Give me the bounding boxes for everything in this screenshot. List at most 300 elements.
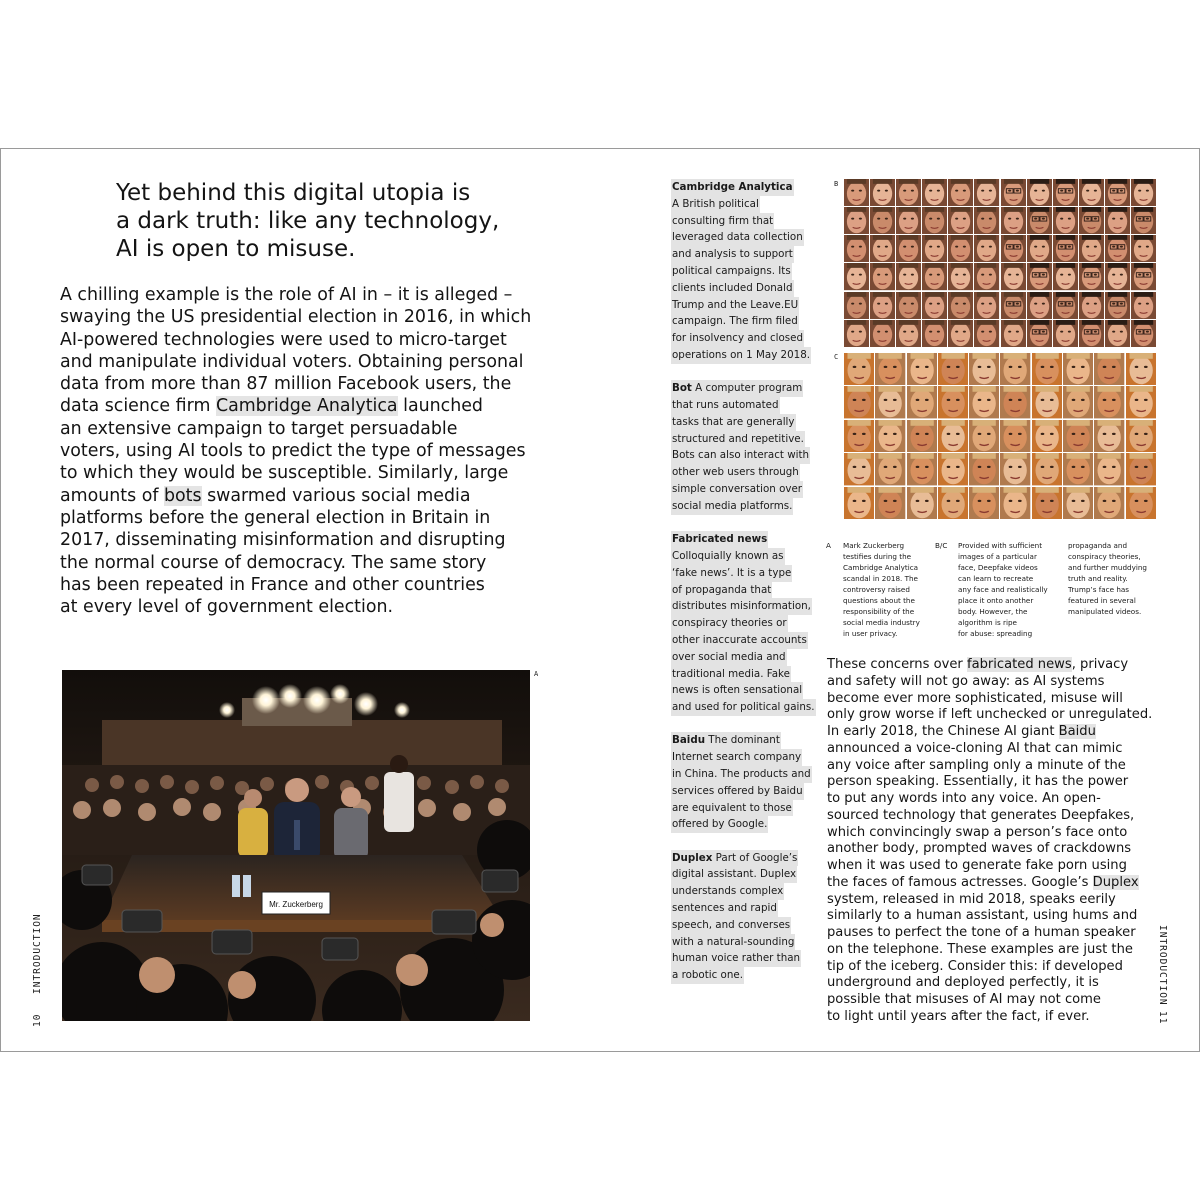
face-thumbnail [938,420,968,452]
face-thumbnail [1094,386,1124,418]
face-thumbnail [1063,353,1093,385]
face-thumbnail [948,179,973,206]
text-segment: at every level of government election. [60,597,394,618]
folio-section-right: INTRODUCTION [1157,925,1168,1006]
face-thumbnail [896,320,921,347]
grid-b-cell [1053,320,1078,347]
face-thumbnail [1105,235,1130,262]
grid-c-cell [1126,487,1156,519]
text-segment: on the telephone. These examples are just the [827,941,1133,957]
glossary-line: news is often sensational [671,682,803,699]
face-thumbnail [875,453,905,485]
grid-b-cell [844,179,869,206]
glossary-line: in China. The products and [671,766,812,783]
text-segment: announced a voice-cloning AI that can mimic [827,740,1123,756]
glossary-line: services offered by Baidu [671,783,804,800]
text-segment: become ever more sophisticated, misuse will [827,690,1123,706]
face-thumbnail [948,320,973,347]
text-line [60,552,540,574]
text-segment: has been repeated in France and other countries [60,574,485,595]
face-thumbnail [1053,207,1078,234]
grid-c-cell [1094,353,1124,385]
caption-line: Cambridge Analytica [843,563,919,572]
glossary-line: social media platforms. [671,498,793,515]
face-thumbnail [844,320,869,347]
glossary-line: and analysis to support [671,246,794,263]
text-line [60,306,540,328]
glossary-line: sentences and rapid [671,900,778,917]
grid-c-cell [875,487,905,519]
grid-c-cell [938,420,968,452]
glossary-entry [671,732,821,833]
folio-section-left: INTRODUCTION [32,913,43,994]
grid-b-cell [1027,235,1052,262]
grid-c-cell [1094,420,1124,452]
text-line [827,1009,1167,1026]
face-thumbnail [1131,320,1156,347]
glossary-entry [671,531,821,716]
zuckerberg-hearing-photo [62,670,530,1021]
face-thumbnail [938,487,968,519]
grid-b-cell [1079,263,1104,290]
grid-b-cell [844,235,869,262]
glossary-line: a robotic one. [671,967,744,984]
text-line [827,741,1167,758]
left-page [1,149,600,1051]
face-thumbnail [974,320,999,347]
grid-b-cell [1001,235,1026,262]
text-segment: sourced technology that generates Deepfakes, [827,807,1135,823]
glossary-line [671,850,798,867]
grid-b-cell [896,235,921,262]
grid-b-cell [1001,263,1026,290]
grid-c-cell [875,386,905,418]
face-thumbnail [938,453,968,485]
grid-c-cell [1063,487,1093,519]
face-thumbnail [844,235,869,262]
glossary-line [671,179,794,196]
text-line [60,351,540,373]
grid-b-cell [948,292,973,319]
grid-b-cell [974,235,999,262]
grid-b-cell [844,207,869,234]
face-thumbnail [1000,386,1030,418]
grid-c-cell [844,386,874,418]
pull-quote-line: AI is open to misuse. [116,236,356,262]
grid-c-cell [844,353,874,385]
text-line [827,791,1167,808]
caption-line: questions about the [843,596,915,605]
face-thumbnail [1000,453,1030,485]
face-thumbnail [1131,207,1156,234]
grid-c-cell [1032,487,1062,519]
grid-b-cell [1105,320,1130,347]
glossary-definition-start: The dominant [705,734,780,747]
text-segment: only grow worse if left unchecked or unregulated. [827,707,1153,723]
grid-b-cell [1001,320,1026,347]
glossary-line: ‘fake news’. It is a type [671,565,792,582]
face-thumbnail [969,420,999,452]
text-line [827,925,1167,942]
face-thumbnail [948,235,973,262]
text-line [60,596,540,618]
face-thumbnail [1032,453,1062,485]
face-thumbnail [974,263,999,290]
glossary-term-highlight: Baidu [1058,724,1096,739]
text-line [827,758,1167,775]
text-line [827,992,1167,1009]
face-thumbnail [922,292,947,319]
text-line [60,462,540,484]
grid-b-cell [870,263,895,290]
face-thumbnail [1131,292,1156,319]
face-thumbnail [896,207,921,234]
grid-b-cell [1131,320,1156,347]
face-thumbnail [1027,207,1052,234]
caption-line: responsibility of the [843,607,915,616]
grid-b-cell [1001,179,1026,206]
face-thumbnail [969,386,999,418]
grid-b-cell [1131,207,1156,234]
face-thumbnail [1063,487,1093,519]
face-thumbnail [907,453,937,485]
caption-line: and further muddying [1068,563,1147,572]
grid-b-cell [1053,207,1078,234]
grid-b-cell [1053,235,1078,262]
glossary-term: Duplex [672,851,713,864]
face-thumbnail [870,179,895,206]
face-thumbnail [974,235,999,262]
text-segment: the faces of famous actresses. Google’s [827,874,1093,890]
grid-b-cell [1053,263,1078,290]
face-thumbnail [1053,235,1078,262]
glossary-line: campaign. The firm filed [671,313,799,330]
glossary-line: A British political [671,196,760,213]
face-thumbnail [1079,292,1104,319]
glossary-term: Cambridge Analytica [672,181,793,193]
grid-c-cell [969,487,999,519]
face-thumbnail [969,453,999,485]
text-line [827,691,1167,708]
text-line [827,959,1167,976]
text-line [60,529,540,551]
grid-c-cell [1094,453,1124,485]
text-line [827,724,1167,741]
face-thumbnail [875,487,905,519]
face-thumbnail [896,263,921,290]
glossary-line: understands complex [671,883,784,900]
grid-b-cell [948,263,973,290]
caption-line: in user privacy. [843,629,898,638]
grid-c-cell [1000,386,1030,418]
figure-letter-a: A [534,670,539,678]
pull-quote-line: Yet behind this digital utopia is [116,180,471,206]
grid-b-cell [896,179,921,206]
text-segment: the normal course of democracy. The same story [60,552,487,573]
text-line [827,875,1167,892]
text-segment: underground and deployed perfectly, it is [827,975,1099,991]
grid-c-cell [1063,386,1093,418]
pull-quote [116,179,536,263]
grid-c-cell [1032,386,1062,418]
grid-b-cell [1131,292,1156,319]
grid-b-cell [1105,263,1130,290]
hearing-photo-illustration [62,670,530,1021]
glossary-line [671,531,768,548]
face-thumbnail [875,353,905,385]
text-line [827,825,1167,842]
face-thumbnail [896,179,921,206]
grid-c-cell [844,420,874,452]
face-thumbnail [1105,207,1130,234]
grid-b-cell [1105,292,1130,319]
glossary-line: Internet search company [671,749,802,766]
grid-b-cell [922,207,947,234]
text-segment: pauses to perfect the tone of a human speaker [827,925,1136,940]
grid-b-cell [1079,207,1104,234]
face-thumbnail [875,386,905,418]
face-thumbnail [844,386,874,418]
text-segment: system, released in mid 2018, speaks eerily [827,891,1116,907]
grid-b-cell [1053,292,1078,319]
text-segment: possible that misuses of AI may not come [827,992,1101,1007]
grid-b-cell [922,235,947,262]
face-thumbnail [1079,235,1104,262]
grid-b-cell [844,263,869,290]
glossary-line: operations on 1 May 2018. [671,347,811,364]
grid-c-cell [1126,353,1156,385]
text-line [827,908,1167,925]
face-thumbnail [938,386,968,418]
grid-c-cell [907,420,937,452]
grid-c-cell [938,453,968,485]
face-thumbnail [922,235,947,262]
caption-line: Provided with sufficient [958,541,1043,550]
grid-b-cell [870,292,895,319]
left-body-text [60,284,540,618]
face-thumbnail [1126,386,1156,418]
grid-c-cell [1126,386,1156,418]
face-thumbnail [1063,453,1093,485]
face-thumbnail [1000,420,1030,452]
text-segment: data science firm [60,396,216,417]
grid-c-cell [844,453,874,485]
face-thumbnail [1053,179,1078,206]
text-segment: These concerns over [827,657,967,672]
face-thumbnail [1131,263,1156,290]
grid-b-cell [1001,207,1026,234]
folio-number-left: 10 [32,1013,43,1027]
caption-line: manipulated videos. [1068,607,1142,616]
glossary-line: are equivalent to those [671,800,793,817]
glossary-line: with a natural-sounding [671,934,795,951]
face-thumbnail [1079,207,1104,234]
grid-b-cell [870,207,895,234]
face-thumbnail [1000,353,1030,385]
grid-b-cell [1027,320,1052,347]
grid-b-cell [1001,292,1026,319]
face-thumbnail [844,453,874,485]
caption-line: any face and realistically [958,585,1048,594]
face-thumbnail [875,420,905,452]
caption-line: truth and reality. [1068,574,1128,583]
grid-c-cell [938,353,968,385]
grid-b-cell [922,292,947,319]
face-thumbnail [969,487,999,519]
grid-c-cell [1126,420,1156,452]
grid-c-cell [969,353,999,385]
caption-line: can learn to recreate [958,574,1034,583]
text-line [60,440,540,462]
face-thumbnail [1131,179,1156,206]
glossary-entry [671,380,821,514]
text-line [60,574,540,596]
text-line [60,395,540,417]
glossary-line [671,380,803,397]
text-line [827,774,1167,791]
grid-b-cell [922,263,947,290]
grid-c-cell [1063,453,1093,485]
text-segment: launched [397,396,483,417]
glossary-term-highlight: Duplex [1092,874,1139,890]
text-segment: to which they would be susceptible. Similarly, large [60,463,509,484]
grid-b-cell [1079,320,1104,347]
face-thumbnail [1094,453,1124,485]
face-thumbnail [870,207,895,234]
grid-c-cell [907,353,937,385]
face-thumbnail [1079,263,1104,290]
pull-quote-line: a dark truth: like any technology, [116,208,500,234]
text-segment: swaying the US presidential election in 2016, in which [60,307,532,328]
glossary-line: that runs automated [671,397,780,414]
text-segment: 2017, disseminating misinformation and disrupting [60,530,506,551]
glossary-line: and used for political gains. [671,699,816,716]
glossary-line: Bots can also interact with [671,447,810,464]
caption-a [843,540,920,639]
face-thumbnail [844,487,874,519]
face-thumbnail [1053,292,1078,319]
face-thumbnail [1032,420,1062,452]
text-segment: to light until years after the fact, if ever. [827,1008,1090,1024]
glossary-line: offered by Google. [671,816,768,833]
glossary-line: digital assistant. Duplex [671,866,797,883]
grid-b-cell [1105,179,1130,206]
face-thumbnail [907,353,937,385]
grid-b-cell [844,292,869,319]
text-line [60,329,540,351]
face-thumbnail [922,263,947,290]
face-thumbnail [1094,353,1124,385]
text-segment: any voice after sampling only a minute of the [827,757,1126,773]
figure-letter-b: B [834,180,839,188]
book-spread [0,148,1200,1052]
face-thumbnail [1001,292,1026,319]
text-line [827,674,1167,691]
text-segment: platforms before the general election in Britain in [60,507,491,528]
grid-b-cell [896,292,921,319]
face-thumbnail [922,207,947,234]
grid-b-cell [1105,207,1130,234]
face-thumbnail [922,179,947,206]
grid-b-cell [1027,263,1052,290]
face-thumbnail [870,235,895,262]
photo-nameplate-text: Mr. Zuckerberg [269,900,323,909]
glossary-line: tasks that are generally [671,414,796,431]
face-thumbnail [1126,353,1156,385]
grid-c-cell [1063,420,1093,452]
text-line [60,373,540,395]
face-thumbnail [844,353,874,385]
glossary-term: Bot [672,382,692,395]
deepfake-grid-b [844,179,1156,347]
caption-bc-col2 [1068,540,1147,617]
face-thumbnail [844,207,869,234]
grid-b-cell [974,263,999,290]
caption-line: images of a particular [958,552,1037,561]
face-thumbnail [1001,179,1026,206]
grid-c-cell [969,420,999,452]
face-thumbnail [1126,453,1156,485]
deepfake-grid-c [844,353,1156,519]
grid-c-cell [938,386,968,418]
text-line [60,485,540,507]
text-line [827,808,1167,825]
glossary-line: consulting firm that [671,213,774,230]
face-thumbnail [870,263,895,290]
text-segment: tip of the iceberg. Consider this: if developed [827,958,1123,974]
grid-b-cell [1027,292,1052,319]
face-thumbnail [948,207,973,234]
glossary-line: Trump and the Leave.EU [671,297,799,314]
text-segment: to put any words into any voice. An open- [827,791,1101,806]
grid-c-cell [1126,453,1156,485]
grid-b-cell [896,207,921,234]
glossary-line: leveraged data collection [671,229,804,246]
glossary-definition-start: A computer program [691,382,803,395]
grid-c-cell [969,453,999,485]
text-segment: and safety will not go away: as AI systems [827,673,1105,689]
face-thumbnail [1027,179,1052,206]
text-segment: voters, using AI tools to predict the type of messages [60,441,526,462]
text-segment: another body, prompted waves of crackdowns [827,841,1132,857]
grid-b-cell [948,320,973,347]
face-thumbnail [1053,320,1078,347]
grid-b-cell [974,179,999,206]
caption-line: body. However, the [958,607,1028,616]
grid-c-cell [1000,420,1030,452]
glossary-term-highlight: fabricated news [966,657,1072,672]
text-line [60,418,540,440]
text-line [60,284,540,306]
figure-letter-c: C [834,353,839,361]
grid-c-cell [844,487,874,519]
grid-b-cell [922,320,947,347]
face-thumbnail [1094,420,1124,452]
text-line [827,942,1167,959]
face-thumbnail [844,420,874,452]
glossary-definition-start: Part of Google’s [712,851,798,864]
face-thumbnail [922,320,947,347]
text-segment: which convincingly swap a person’s face onto [827,824,1128,840]
grid-b-cell [1131,263,1156,290]
glossary-line: clients included Donald [671,280,794,297]
face-thumbnail [844,292,869,319]
text-segment: , privacy [1071,657,1129,672]
face-thumbnail [948,263,973,290]
face-thumbnail [1105,292,1130,319]
text-line [827,975,1167,992]
grid-b-cell [1027,207,1052,234]
